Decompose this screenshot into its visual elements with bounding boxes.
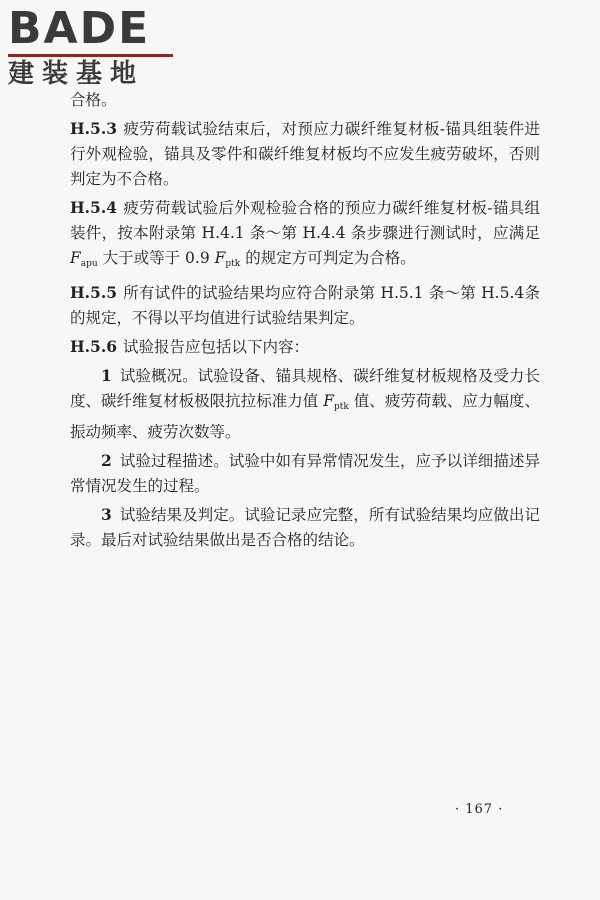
logo-brand: BADE: [8, 3, 151, 54]
symbol-subscript: ptk: [334, 402, 349, 412]
symbol-f: F: [70, 249, 81, 267]
list-item-1: [70, 363, 540, 445]
symbol-subscript: ptk: [225, 259, 241, 269]
list-item-2: [70, 448, 540, 499]
list-item-3: [70, 502, 540, 553]
item-text: 试验过程描述。试验中如有异常情况发生，应予以详细描述异常情况发生的过程。: [70, 452, 540, 495]
clause-h54: [70, 195, 540, 277]
logo-rule: [8, 54, 173, 57]
clause-h56: [70, 334, 540, 360]
symbol-subscript: apu: [80, 259, 98, 269]
clause-text: 所有试件的试验结果均应符合附录第 H.5.1 条～第 H.5.4条的规定，不得以平均值进行试验结果判定。: [70, 284, 540, 327]
item-number: 3: [101, 505, 112, 524]
item-text: 值、疲劳荷载、应力幅度、振动频率、疲劳次数等。: [70, 392, 540, 441]
paragraph-text: 合格。: [70, 91, 117, 109]
watermark-logo: [8, 4, 178, 90]
clause-text: 大于或等于 0.9: [97, 249, 210, 267]
clause-number: H.5.6: [70, 337, 118, 356]
logo-subtitle: 建装基地: [8, 59, 145, 89]
page-number: · 167 ·: [455, 802, 504, 817]
clause-number: H.5.3: [70, 119, 118, 138]
clause-number: H.5.5: [70, 283, 118, 302]
paragraph-h52-tail: [70, 88, 540, 113]
item-text: 试验概况。试验设备、锚具规格、碳纤维复材板规格及受力长度、碳纤维复材板极限抗拉标准力值: [70, 367, 540, 410]
clause-h55: [70, 280, 540, 331]
clause-text: 疲劳荷载试验结束后，对预应力碳纤维复材板-锚具组装件进行外观检验，锚具及零件和碳纤维复材板均不应发生疲劳破坏，否则判定为不合格。: [70, 120, 540, 188]
symbol-f: F: [214, 249, 226, 267]
clause-h53: [70, 116, 540, 192]
clause-text: 的规定方可判定为合格。: [240, 249, 416, 267]
page-body: [70, 88, 540, 556]
clause-text: 疲劳荷载试验后外观检验合格的预应力碳纤维复材板-锚具组装件，按本附录第 H.4.1 条～第 H.4.4 条步骤进行测试时，应满足: [70, 199, 540, 242]
clause-text: 试验报告应包括以下内容：: [123, 338, 310, 356]
clause-number: H.5.4: [70, 198, 118, 217]
item-text: 试验结果及判定。试验记录应完整，所有试验结果均应做出记录。最后对试验结果做出是否合格的结论。: [70, 506, 540, 549]
item-number: 2: [101, 451, 112, 470]
symbol-f: F: [323, 392, 334, 410]
item-number: 1: [101, 366, 112, 385]
